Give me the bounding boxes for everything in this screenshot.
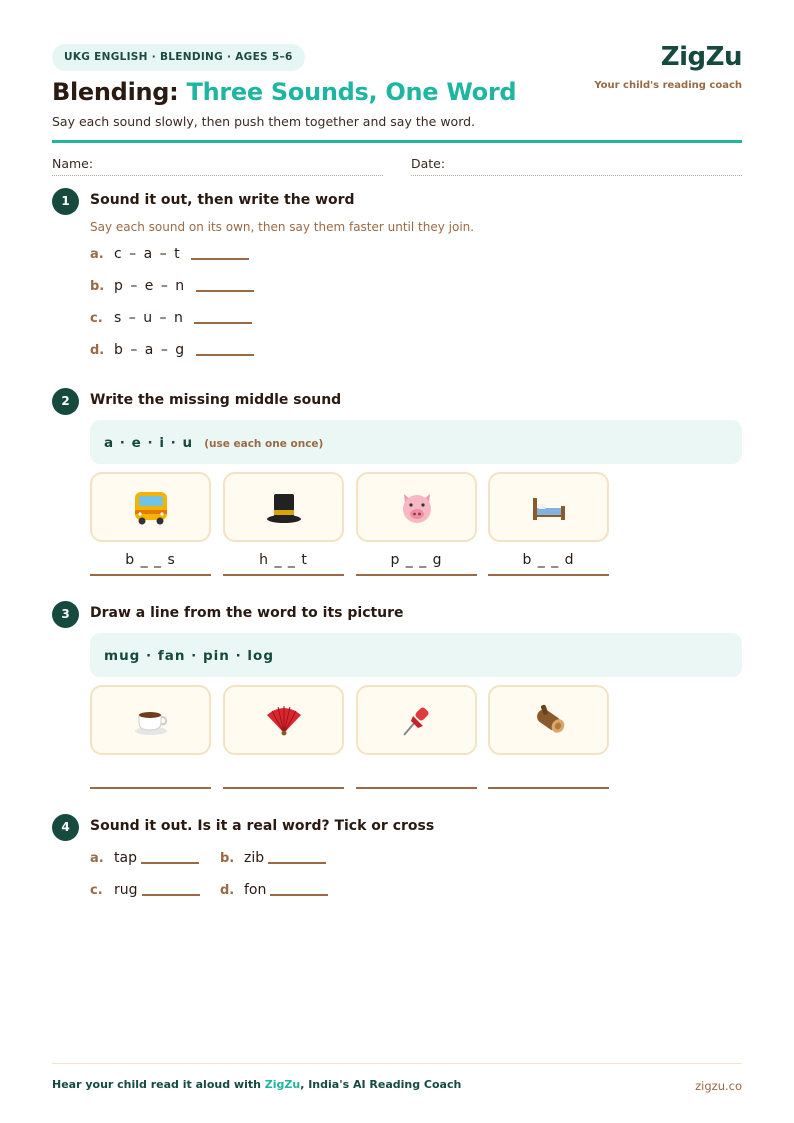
question-number-4: 4	[52, 814, 79, 841]
cloze-word: b _ _ s	[125, 552, 176, 568]
bed-icon	[528, 486, 570, 528]
title-prefix: Blending:	[52, 78, 179, 106]
pig-icon	[396, 486, 438, 528]
item-letter: d.	[90, 342, 105, 358]
q4-item	[220, 880, 328, 900]
answer-blank[interactable]	[270, 884, 328, 896]
item-sounds: c – a – t	[114, 246, 182, 262]
question-number-1: 1	[52, 188, 79, 215]
name-label: Name:	[52, 156, 94, 171]
q1-item	[90, 308, 252, 328]
footer-prefix: Hear your child read it aloud with	[52, 1078, 265, 1091]
bus-icon	[130, 486, 172, 528]
grade-pill: UKG ENGLISH · BLENDING · AGES 5–6	[52, 44, 305, 71]
q4-item	[220, 848, 326, 868]
picture-card	[223, 472, 344, 542]
item-letter: c.	[90, 310, 103, 326]
cloze-word: b _ _ d	[522, 552, 575, 568]
answer-line[interactable]	[356, 574, 477, 576]
wood-log-icon	[528, 699, 570, 741]
date-label: Date:	[411, 156, 446, 171]
cloze-word: p _ _ g	[390, 552, 443, 568]
item-word: zib	[244, 850, 265, 866]
item-letter: a.	[90, 246, 104, 262]
letter-bank	[90, 420, 742, 464]
q1-item	[90, 276, 254, 296]
word-bank	[90, 633, 742, 677]
answer-line[interactable]	[223, 787, 344, 789]
name-field[interactable]	[52, 156, 383, 176]
letter-bank-letters: a · e · i · u	[104, 435, 194, 451]
footer-text	[52, 1078, 461, 1091]
answer-line[interactable]	[223, 574, 344, 576]
item-letter: c.	[90, 882, 103, 898]
date-field[interactable]	[411, 156, 742, 176]
item-word: rug	[114, 882, 138, 898]
footer-suffix: , India's AI Reading Coach	[300, 1078, 462, 1091]
item-word: fon	[244, 882, 267, 898]
title-highlight: Three Sounds, One Word	[186, 78, 517, 106]
letter-bank-hint: (use each one once)	[204, 438, 324, 450]
word-bank-words: mug · fan · pin · log	[104, 648, 274, 664]
item-word: tap	[114, 850, 137, 866]
picture-card[interactable]	[223, 685, 344, 755]
page-subtitle: Say each sound slowly, then push them together and say the word.	[52, 114, 476, 129]
question-1-note: Say each sound on its own, then say them faster until they join.	[90, 220, 475, 234]
answer-line[interactable]	[488, 787, 609, 789]
picture-card	[356, 472, 477, 542]
answer-blank[interactable]	[196, 280, 254, 292]
brand-logo: ZigZu	[660, 42, 742, 72]
picture-card	[90, 472, 211, 542]
picture-card[interactable]	[90, 685, 211, 755]
cloze-word: h _ _ t	[259, 552, 308, 568]
question-number-3: 3	[52, 601, 79, 628]
question-number-2: 2	[52, 388, 79, 415]
item-letter: a.	[90, 850, 104, 866]
item-sounds: b – a – g	[114, 342, 186, 358]
folding-fan-icon	[263, 699, 305, 741]
footer-brand-link[interactable]: ZigZu	[264, 1078, 301, 1091]
footer-divider	[52, 1063, 742, 1064]
answer-blank[interactable]	[191, 248, 249, 260]
answer-line[interactable]	[488, 574, 609, 576]
pushpin-icon	[396, 699, 438, 741]
item-sounds: s – u – n	[114, 310, 185, 326]
picture-card[interactable]	[488, 685, 609, 755]
answer-blank[interactable]	[141, 852, 199, 864]
answer-blank[interactable]	[194, 312, 252, 324]
item-letter: b.	[220, 850, 235, 866]
answer-blank[interactable]	[142, 884, 200, 896]
footer-url-link[interactable]: zigzu.co	[695, 1079, 742, 1093]
picture-card[interactable]	[356, 685, 477, 755]
q4-item	[90, 848, 199, 868]
item-sounds: p – e – n	[114, 278, 186, 294]
answer-blank[interactable]	[196, 344, 254, 356]
top-hat-icon	[263, 486, 305, 528]
answer-blank[interactable]	[268, 852, 326, 864]
question-1-heading: Sound it out, then write the word	[90, 192, 355, 208]
answer-line[interactable]	[90, 787, 211, 789]
answer-line[interactable]	[356, 787, 477, 789]
coffee-cup-icon	[130, 699, 172, 741]
q1-item	[90, 340, 254, 360]
item-letter: b.	[90, 278, 105, 294]
page-title	[52, 78, 516, 106]
header-divider	[52, 140, 742, 143]
q4-item	[90, 880, 200, 900]
item-letter: d.	[220, 882, 235, 898]
question-4-heading: Sound it out. Is it a real word? Tick or cross	[90, 818, 435, 834]
picture-card	[488, 472, 609, 542]
brand-tagline: Your child's reading coach	[594, 80, 742, 91]
question-3-heading: Draw a line from the word to its picture	[90, 605, 404, 621]
question-2-heading: Write the missing middle sound	[90, 392, 342, 408]
answer-line[interactable]	[90, 574, 211, 576]
q1-item	[90, 244, 249, 264]
